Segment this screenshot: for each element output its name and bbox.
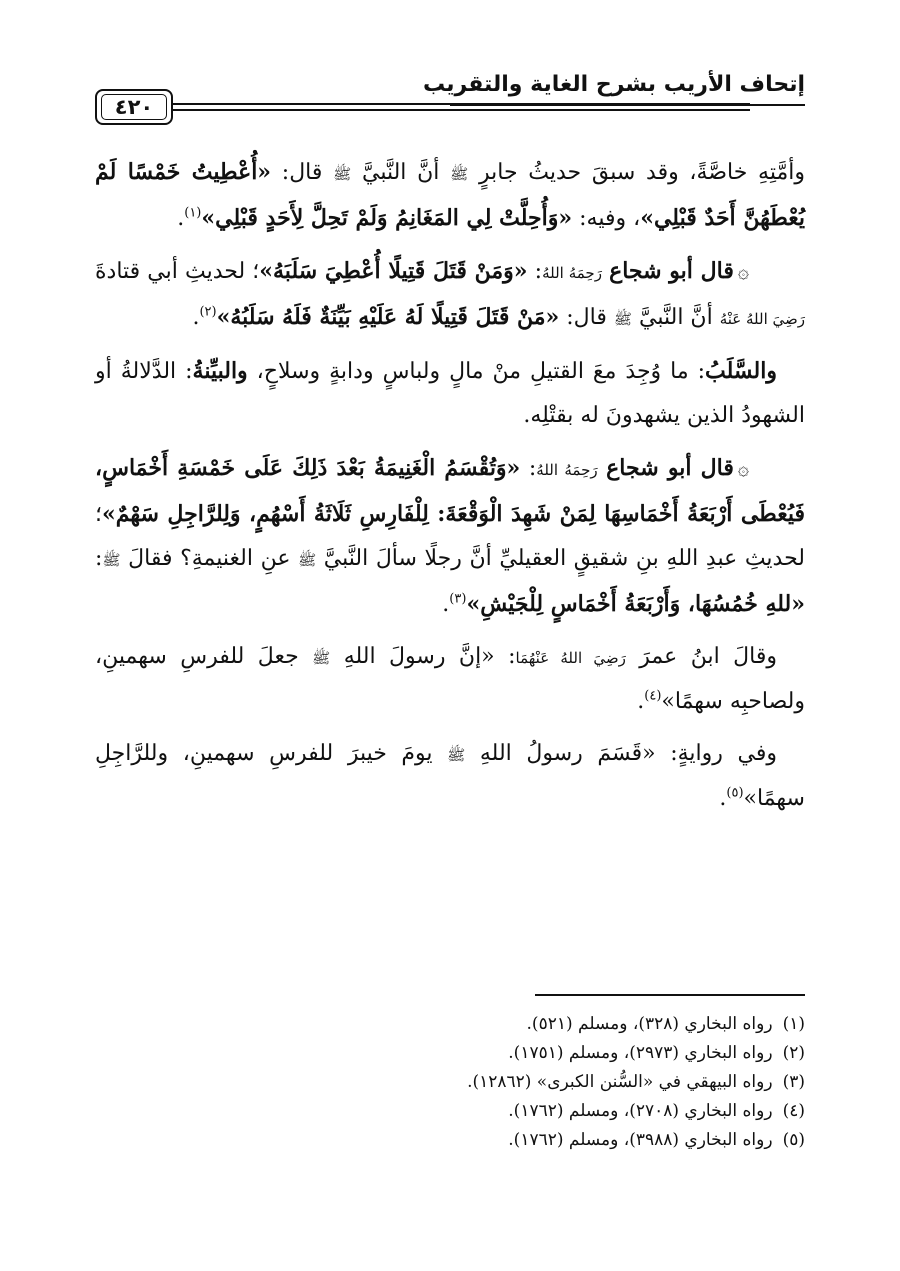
footnote-text: رواه البخاري (٣٢٨)، ومسلم (٥٢١). bbox=[526, 1014, 773, 1034]
page-number-frame bbox=[95, 89, 173, 125]
paragraph-2 bbox=[95, 249, 805, 341]
paragraph-3 bbox=[95, 349, 805, 438]
text: : «إنَّ رسولَ اللهِ bbox=[330, 644, 516, 669]
footnote-text: رواه البخاري (٣٩٨٨)، ومسلم (١٧٦٢). bbox=[508, 1130, 773, 1150]
footnote-text: رواه البخاري (٢٧٠٨)، ومسلم (١٧٦٢). bbox=[508, 1101, 773, 1121]
text: جعلَ للفرسِ سهمينِ، ولصاحبِه سهمًا» bbox=[95, 644, 805, 714]
footnote-ref[interactable]: (٣) bbox=[449, 591, 467, 607]
text: : bbox=[520, 456, 537, 481]
defined-term: والبيِّنةُ bbox=[192, 358, 248, 384]
text: . bbox=[442, 592, 450, 617]
salutation-mark: رَحِمَهُ اللهُ bbox=[542, 264, 602, 282]
text: . bbox=[719, 786, 727, 811]
flower-ornament-icon: ۞ bbox=[737, 458, 749, 480]
book-title: إتحاف الأريب بشرح الغاية والتقريب bbox=[422, 72, 805, 97]
hadith-quote: «مَنْ قَتَلَ قَتِيلًا لَهُ عَلَيْهِ بَيِّنَةٌ فَلَهُ سَلَبُهُ» bbox=[216, 304, 560, 330]
footnote-number: (٤) bbox=[782, 1101, 805, 1121]
matn-lead: قال أبو شجاع bbox=[606, 455, 734, 481]
footnote-1 bbox=[95, 1010, 805, 1039]
text: قال: bbox=[271, 160, 334, 185]
header-rule-top bbox=[95, 103, 750, 105]
salutation-mark: رَضِيَ اللهُ عَنْهُمَا bbox=[515, 649, 626, 667]
paragraph-6 bbox=[95, 732, 805, 821]
text: . bbox=[637, 689, 645, 714]
salutation-mark: ﷺ bbox=[447, 746, 466, 764]
footnote-ref[interactable]: (٢) bbox=[199, 304, 217, 320]
salutation-mark: ﷺ bbox=[450, 165, 469, 183]
footnote-number: (٣) bbox=[782, 1072, 805, 1092]
footnote-text: رواه البيهقي في «السُّنن الكبرى» (١٢٨٦٢). bbox=[467, 1072, 773, 1092]
text: قال: bbox=[559, 305, 614, 330]
hadith-quote: «للهِ خُمُسُهَا، وَأَرْبَعَةُ أَخْمَاسٍ لِلْجَيْشِ» bbox=[466, 591, 805, 617]
footnote-4 bbox=[95, 1097, 805, 1126]
footnote-number: (٢) bbox=[782, 1043, 805, 1063]
page-body bbox=[95, 150, 805, 829]
footnote-number: (٥) bbox=[782, 1130, 805, 1150]
footnote-number: (١) bbox=[782, 1014, 805, 1034]
salutation-mark: ﷺ bbox=[298, 551, 317, 569]
text: وقالَ ابنُ عمرَ bbox=[625, 644, 777, 669]
page-number: ٤٢٠ bbox=[101, 94, 167, 120]
footnotes bbox=[95, 1010, 805, 1155]
footnote-2 bbox=[95, 1039, 805, 1068]
text: ، وفيه: bbox=[572, 206, 641, 231]
salutation-mark: ﷺ bbox=[102, 551, 121, 569]
salutation-mark: رَضِيَ اللهُ عَنْهُ bbox=[719, 310, 805, 328]
footnote-ref[interactable]: (١) bbox=[184, 205, 202, 221]
text: ؛ لحديثِ أبي قتادةَ bbox=[95, 259, 260, 284]
matn-quote: «وَمَنْ قَتَلَ قَتِيلًا أُعْطِيَ سَلَبَهُ» bbox=[259, 258, 528, 284]
text: عنِ الغنيمةِ؟ فقالَ bbox=[120, 546, 299, 571]
footnote-text: رواه البخاري (٢٩٧٣)، ومسلم (١٧٥١). bbox=[508, 1043, 773, 1063]
matn-quote: «وَتُقْسَمُ الْغَنِيمَةُ بَعْدَ ذَلِكَ عَلَى خَمْسَةِ أَخْمَاسٍ، فَيُعْطَى أَرْبَعَةُ أَخْمَاسِهَا لِمَنْ شَهِدَ الْوَقْعَةَ: لِلْفَارِسِ ثَلَاثَةُ أَسْهُمٍ، وَلِلرَّاجِلِ سَهْمٌ» bbox=[95, 455, 805, 527]
footnote-separator bbox=[535, 994, 805, 996]
footnote-3 bbox=[95, 1068, 805, 1097]
matn-lead: قال أبو شجاع bbox=[609, 258, 734, 284]
text: أنَّ النَّبيَّ bbox=[351, 160, 451, 185]
footnote-ref[interactable]: (٥) bbox=[726, 785, 744, 801]
salutation-mark: ﷺ bbox=[613, 310, 633, 328]
text: ؛ لحديثِ عبدِ اللهِ بنِ شقيقٍ العقيليِّ أنَّ رجلًا سألَ النَّبيَّ bbox=[95, 502, 805, 571]
paragraph-5 bbox=[95, 635, 805, 724]
text: : الدَّلالةُ أو الشهودُ الذين يشهدونَ له بقتْلِه. bbox=[95, 359, 805, 428]
text: : ما وُجِدَ معَ القتيلِ منْ مالٍ ولباسٍ ودابةٍ وسلاحٍ، bbox=[247, 359, 706, 384]
defined-term: والسَّلَبُ bbox=[705, 358, 777, 384]
hadith-quote: «وَأُحِلَّتْ لِي المَغَانِمُ وَلَمْ تَحِلَّ لِأَحَدٍ قَبْلِي» bbox=[201, 205, 573, 231]
text: وأمَّتِهِ خاصَّةً، وقد سبقَ حديثُ جابرٍ bbox=[468, 160, 805, 185]
header-rule-bottom bbox=[95, 109, 750, 111]
text: . bbox=[177, 206, 185, 231]
text: وفي روايةٍ: «قَسَمَ رسولُ اللهِ bbox=[465, 741, 777, 766]
salutation-mark: ﷺ bbox=[333, 165, 352, 183]
paragraph-4 bbox=[95, 446, 805, 627]
text: أنَّ النَّبيَّ bbox=[632, 305, 720, 330]
flower-ornament-icon: ۞ bbox=[737, 261, 750, 283]
text: يومَ خيبرَ للفرسِ سهمينِ، وللرَّاجِلِ سهمًا» bbox=[95, 741, 805, 811]
paragraph-1 bbox=[95, 150, 805, 241]
text: : bbox=[95, 546, 103, 571]
footnote-ref[interactable]: (٤) bbox=[644, 688, 662, 704]
running-header bbox=[95, 70, 805, 130]
text: . bbox=[192, 305, 200, 330]
footnote-5 bbox=[95, 1126, 805, 1155]
hadith-quote: «أُعْطِيتُ خَمْسًا لَمْ يُعْطَهُنَّ أَحَدٌ قَبْلِي» bbox=[95, 159, 805, 231]
salutation-mark: ﷺ bbox=[312, 649, 331, 667]
salutation-mark: رَحِمَهُ اللهُ bbox=[536, 461, 598, 479]
text: : bbox=[527, 259, 543, 284]
